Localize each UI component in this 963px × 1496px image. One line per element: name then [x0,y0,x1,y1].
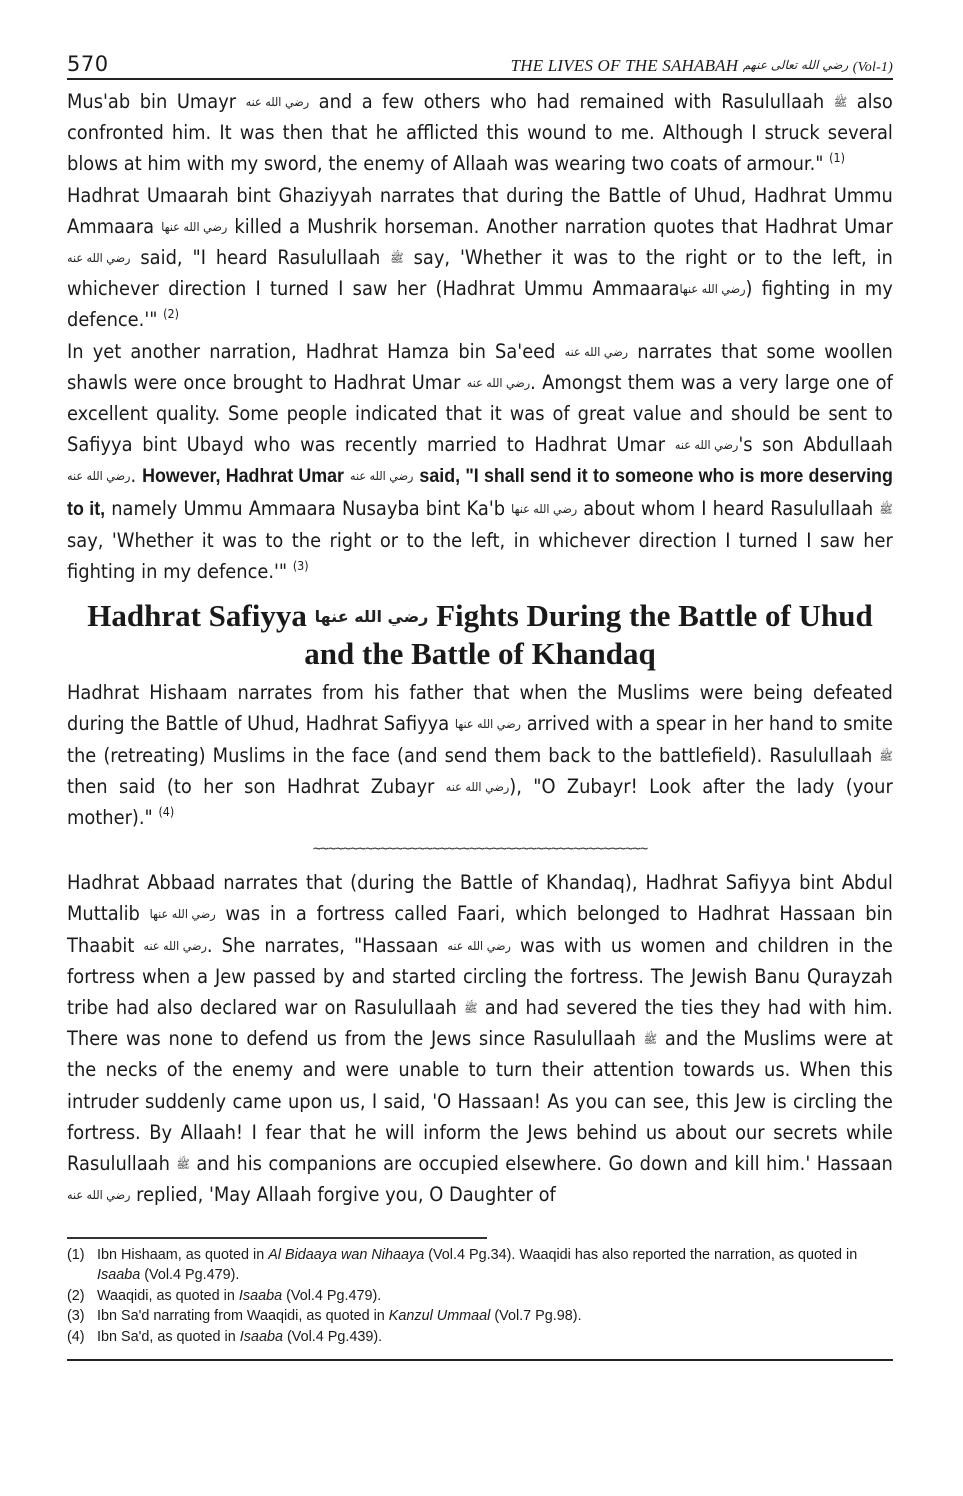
footnote: (1) Ibn Hishaam, as quoted in Al Bidaaya wan Nihaaya (Vol.4 Pg.34). Waaqidi has also reported the narration, as quoted in Isaaba (Vol.4 Pg.479). [67,1246,858,1283]
paragraph: Hadhrat Umaarah bint Ghaziyyah narrates that during the Battle of Uhud, Hadhrat Ummu Ammaara رضي الله عنها killed a Mushrik horseman. Another narration quotes that Hadhrat Umar رضي الله عنه said, "I heard Rasulullaah ﷺ say, 'Whether it was to the right or to the left, in whichever direction I turned I saw her (Hadhrat Ummu Ammaaraرضي الله عنها) fighting in my defence.'" $^{(2)}$ [67,183,893,332]
honorific-saw-icon: ﷺ [176,1157,190,1172]
honorific-ra-icon: رضي الله عنه [67,469,131,484]
paragraph: Hadhrat Hishaam narrates from his father that when the Muslims were being defeated during the Battle of Uhud, Hadhrat Safiyya رضي الله عنها arrived with a spear in her hand to smite the (retreating) Muslims in the face (and send them back to the battlefield). Rasulullaah ﷺ then said (to her son Hadhrat Zubayr رضي الله عنه), "O Zubayr! Look after the lady (your mother)." $^{(4)}$ [67,681,893,830]
paragraph: In yet another narration, Hadhrat Hamza bin Sa'eed رضي الله عنه narrates that some woollen shawls were once brought to Hadhrat Umar رضي الله عنه. Amongst them was a very large one of excellent quality. Some people indicated that it was of great value and should be sent to Safiyya bint Ubayd who was recently married to Hadhrat Umar رضي الله عنه's son Abdullaah رضي الله عنه. However, Hadhrat Umar رضي الله عنه said, "I shall send it to someone who is more deserving to it, namely Ummu Ammaara Nusayba bint Ka'b رضي الله عنها about whom I heard Rasulullaah ﷺ say, 'Whether it was to the right or to the left, in whichever direction I turned I saw her fighting in my defence.'" $^{(3)}$ [67,339,893,584]
paragraph: Mus'ab bin Umayr رضي الله عنه and a few others who had remained with Rasulullaah ﷺ also confronted him. It was then that he afflicted this wound to me. Although I struck several blows at him with my sword, the enemy of Allaah was wearing two coats of armour." $^{(1)}$ [67,90,893,176]
honorific-ra-icon: رضي الله عنه [67,251,131,266]
book-page [67,46,893,1361]
honorific-ra-female-icon: رضي الله عنها [511,501,578,516]
body-text [67,867,893,1210]
volume-label: (Vol-1) [852,60,893,75]
header-rule [67,78,893,80]
honorific-ra-female-icon: رضي الله عنها [454,717,521,732]
honorific-ra-icon: رضي الله عنه [67,1188,131,1203]
honorific-saw-icon: ﷺ [879,501,893,516]
honorific-saw-icon: ﷺ [464,1001,478,1016]
honorific-saw-icon: ﷺ [390,251,404,266]
footnote: (3) Ibn Sa'd narrating from Waaqidi, as quoted in Kanzul Ummaal (Vol.7 Pg.98). [67,1308,582,1324]
paragraph: Hadhrat Abbaad narrates that (during the Battle of Khandaq), Hadhrat Safiyya bint Abdul Muttalib رضي الله عنها was in a fortress called Faari, which belonged to Hadhrat Hassaan bin Thaabit رضي الله عنه. She narrates, "Hassaan رضي الله عنه was with us women and children in the fortress when a Jew passed by and started circling the fortress. The Jewish Banu Qurayzah tribe had also declared war on Rasulullaah ﷺ and had severed the ties they had with him. There was none to defend us from the Jews since Rasulullaah ﷺ and the Muslims were at the necks of the enemy and were unable to turn their attention towards us. When this intruder suddenly came upon us, I said, 'O Hassaan! As you can see, this Jew is circling the fortress. By Allaah! I fear that he will inform the Jews behind us about our secrets while Rasulullaah ﷺ and his companions are occupied elsewhere. Go down and kill him.' Hassaan رضي الله عنه replied, 'May Allaah forgive you, O Daughter of [67,871,893,1207]
running-title [511,56,893,76]
honorific-ra-icon: رضي الله عنه [143,938,207,953]
running-header [67,46,893,76]
honorific-ra-icon: رضي الله عنه [349,469,414,484]
section-heading: Hadhrat Safiyya رضي الله عنها Fights During the Battle of Uhud and the Battle of Khandaq [87,598,873,672]
tilde-separator: ~~~~~~~~~~~~~~~~~~~~~~~~~~~~~~~~~~~~~~~~~~~~~ [312,841,648,858]
footnote-ref: (1) [829,151,845,166]
body-text [67,86,893,587]
honorific-ra-female-icon: رضي الله عنها [149,907,216,922]
honorific-ra-female-icon: رضي الله عنها [679,282,746,297]
honorific-ra-icon: رضي الله عنه [447,938,511,953]
footnote-ref: (2) [163,307,179,322]
footnotes [67,1245,893,1348]
page-number: 570 [67,52,109,76]
honorific-ra-female-icon: رضي الله عنها [161,219,228,234]
honorific-ra-icon: رضي الله عنه [466,375,531,390]
honorific-calligraphy-icon: رضي الله تعالى عنهم [742,58,849,72]
footer-rule [67,1359,893,1361]
footnote: (4) Ibn Sa'd, as quoted in Isaaba (Vol.4 Pg.439). [67,1328,383,1345]
honorific-ra-icon: رضي الله عنه [245,95,310,109]
honorific-ra-icon: رضي الله عنه [445,779,510,794]
honorific-saw-icon: ﷺ [643,1032,658,1047]
honorific-ra-female-icon: رضي الله عنها [314,607,429,627]
honorific-saw-icon: ﷺ [833,95,848,109]
body-text [67,677,893,833]
footnote-ref: (3) [292,559,309,574]
honorific-ra-icon: رضي الله عنه [674,438,739,453]
honorific-ra-icon: رضي الله عنه [564,344,629,359]
footnote: (2) Waaqidi, as quoted in Isaaba (Vol.4 Pg.479). [67,1287,382,1304]
book-title: THE LIVES OF THE SAHABAH [510,56,739,75]
footnote-rule [67,1237,487,1239]
honorific-saw-icon: ﷺ [879,748,893,763]
footnote-ref: (4) [158,805,175,820]
